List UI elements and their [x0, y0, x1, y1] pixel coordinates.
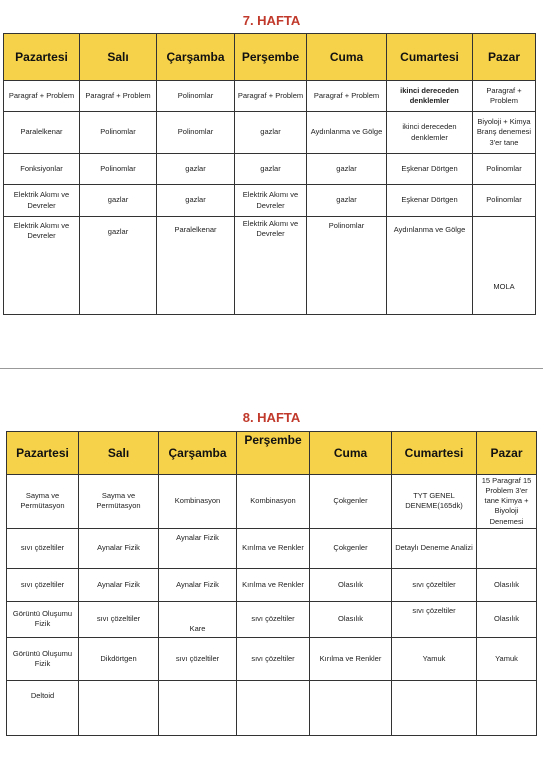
week8-cell: Yamuk: [477, 637, 537, 680]
week7-cell: MOLA: [473, 217, 536, 315]
week8-cell: Aynalar Fizik: [159, 568, 237, 601]
week7-cell: Biyoloji + Kimya Branş denemesi 3'er tane: [473, 112, 536, 154]
week8-cell: sıvı çözeltiler: [7, 528, 79, 568]
week8-cell: sıvı çözeltiler: [159, 637, 237, 680]
week8-cell: Detaylı Deneme Analizi: [392, 528, 477, 568]
week7-cell: Polinomlar: [80, 112, 157, 154]
week7-cell: Polinomlar: [307, 217, 387, 315]
week7-cell: gazlar: [80, 185, 157, 217]
week7-cell: Eşkenar Dörtgen: [387, 185, 473, 217]
week7-cell: gazlar: [157, 154, 235, 185]
week8-cell: sıvı çözeltiler: [392, 601, 477, 637]
week7-header-cumartesi: Cumartesi: [387, 34, 473, 81]
week7-header-sali: Salı: [80, 34, 157, 81]
week8-cell: 15 Paragraf 15 Problem 3'er tane Kimya + Biyoloji Denemesi: [477, 475, 537, 529]
week7-header-pazar: Pazar: [473, 34, 536, 81]
week7-cell: Elektrik Akımı ve Devreler: [235, 185, 307, 217]
week7-cell: gazlar: [307, 154, 387, 185]
week7-cell: Elektrik Akımı ve Devreler: [4, 185, 80, 217]
week8-cell: Kombinasyon: [159, 475, 237, 529]
week8-cell: TYT GENEL DENEME(165dk): [392, 475, 477, 529]
week7-cell: gazlar: [157, 185, 235, 217]
week8-cell: Kırılma ve Renkler: [310, 637, 392, 680]
week8-header-row: [7, 432, 537, 475]
week7-cell: gazlar: [235, 154, 307, 185]
week8-header-cumartesi: Cumartesi: [392, 432, 477, 475]
week8-cell: sıvı çözeltiler: [7, 568, 79, 601]
week8-cell: Sayma ve Permütasyon: [79, 475, 159, 529]
week7-cell: Paragraf + Problem: [80, 81, 157, 112]
week7-cell: Elektrik Akımı ve Devreler: [235, 217, 307, 315]
week8-cell: [79, 680, 159, 735]
week8-cell: Dikdörtgen: [79, 637, 159, 680]
week8-cell: Aynalar Fizik: [79, 528, 159, 568]
table-row: [7, 475, 537, 529]
week7-cell: Aydınlanma ve Gölge: [307, 112, 387, 154]
week7-cell: Paralelkenar: [4, 112, 80, 154]
week8-cell: [237, 680, 310, 735]
week8-cell: [310, 680, 392, 735]
week7-cell: Paragraf + Problem: [235, 81, 307, 112]
week7-cell: Elektrik Akımı ve Devreler: [4, 217, 80, 315]
week8-cell: Yamuk: [392, 637, 477, 680]
week8-header-sali: Salı: [79, 432, 159, 475]
week8-cell: Çokgenler: [310, 475, 392, 529]
table-row: [7, 601, 537, 637]
week7-header-row: [4, 34, 536, 81]
week8-cell: sıvı çözeltiler: [79, 601, 159, 637]
week8-cell: Deltoid: [7, 680, 79, 735]
week8-cell: Kırılma ve Renkler: [237, 528, 310, 568]
week8-cell: sıvı çözeltiler: [392, 568, 477, 601]
week7-cell: Polinomlar: [473, 154, 536, 185]
week7-cell: gazlar: [235, 112, 307, 154]
week7-header-cuma: Cuma: [307, 34, 387, 81]
week7-cell: gazlar: [80, 217, 157, 315]
table-row: [4, 185, 536, 217]
week7-header-pazartesi: Pazartesi: [4, 34, 80, 81]
week7-cell: Fonksiyonlar: [4, 154, 80, 185]
week8-header-persembe: Perşembe: [237, 432, 310, 475]
week8-header-cuma: Cuma: [310, 432, 392, 475]
week7-cell: Paralelkenar: [157, 217, 235, 315]
week8-cell: Kombinasyon: [237, 475, 310, 529]
week8-cell: [159, 680, 237, 735]
week8-title: 8. HAFTA: [242, 410, 301, 425]
week8-header-carsamba: Çarşamba: [159, 432, 237, 475]
week7-cell: Polinomlar: [80, 154, 157, 185]
week8-header-pazartesi: Pazartesi: [7, 432, 79, 475]
week8-cell: Sayma ve Permütasyon: [7, 475, 79, 529]
week8-header-pazar: Pazar: [477, 432, 537, 475]
section-divider: [0, 368, 543, 369]
week8-table: [6, 431, 537, 736]
week8-cell: [477, 528, 537, 568]
table-row: [4, 217, 536, 315]
week7-cell: Paragraf + Problem: [473, 81, 536, 112]
week7-cell: Aydınlanma ve Gölge: [387, 217, 473, 315]
table-row: [7, 528, 537, 568]
week7-cell: Eşkenar Dörtgen: [387, 154, 473, 185]
week8-cell: sıvı çözeltiler: [237, 637, 310, 680]
week7-cell: ikinci dereceden denklemler: [387, 81, 473, 112]
week8-cell: [392, 680, 477, 735]
week7-cell: ikinci dereceden denklemler: [387, 112, 473, 154]
week8-cell: [477, 680, 537, 735]
week8-cell: Aynalar Fizik: [159, 528, 237, 568]
week8-cell: Olasılık: [477, 601, 537, 637]
week7-cell: Polinomlar: [157, 81, 235, 112]
table-row: [4, 112, 536, 154]
week8-cell: Olasılık: [477, 568, 537, 601]
week8-cell: Görüntü Oluşumu Fizik: [7, 601, 79, 637]
week7-cell: gazlar: [307, 185, 387, 217]
week7-title: 7. HAFTA: [242, 13, 301, 28]
week8-cell: Aynalar Fizik: [79, 568, 159, 601]
week8-cell: sıvı çözeltiler: [237, 601, 310, 637]
table-row: [4, 81, 536, 112]
week7-cell: Polinomlar: [157, 112, 235, 154]
week7-cell: Paragraf + Problem: [4, 81, 80, 112]
table-row: [7, 568, 537, 601]
week8-cell: Olasılık: [310, 601, 392, 637]
table-row: [7, 637, 537, 680]
week7-table: [3, 33, 536, 315]
week8-cell: Görüntü Oluşumu Fizik: [7, 637, 79, 680]
week8-cell: Kırılma ve Renkler: [237, 568, 310, 601]
table-row: [7, 680, 537, 735]
week7-header-carsamba: Çarşamba: [157, 34, 235, 81]
table-row: [4, 154, 536, 185]
week8-cell: Çokgenler: [310, 528, 392, 568]
week7-cell: Polinomlar: [473, 185, 536, 217]
week7-header-persembe: Perşembe: [235, 34, 307, 81]
week7-cell: Paragraf + Problem: [307, 81, 387, 112]
week8-cell: Kare: [159, 601, 237, 637]
week8-cell: Olasılık: [310, 568, 392, 601]
